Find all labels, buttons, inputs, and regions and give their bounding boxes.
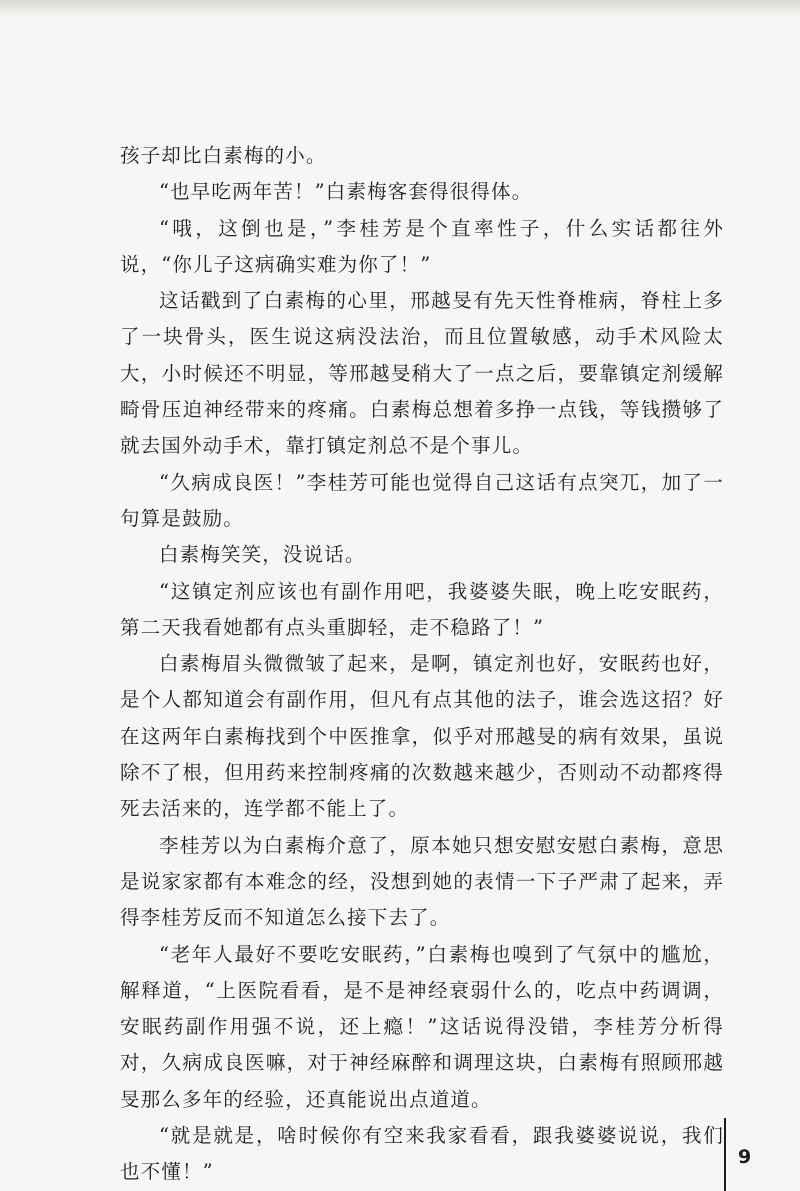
paragraph: “哦，这倒也是，”李桂芳是个直率性子，什么实话都往外说，“你儿子这病确实难为你了！” (120, 216, 724, 276)
paragraph: 这话戳到了白素梅的心里，邢越旻有先天性脊椎病，脊柱上多了一块骨头，医生说这病没法治，而且位置敏感，动手术风险太大，小时候还不明显，等邢越旻稍大了一点之后，要靠镇定剂缓解畸骨压迫神经带来的疼痛。白素梅总想着多挣一点钱，等钱攒够了就去国外动手术，靠打镇定剂总不是个事儿。 (120, 289, 724, 458)
paragraph: “就是就是，啥时候你有空来我家看看，跟我婆婆说说，我们也不懂！” (120, 1124, 724, 1184)
page-number: 9 (738, 1146, 752, 1168)
page-number-rule (724, 1118, 726, 1191)
paragraph: 李桂芳以为白素梅介意了，原本她只想安慰安慰白素梅，意思是说家家都有本难念的经，没想到她的表情一下子严肃了起来，弄得李桂芳反而不知道怎么接下去了。 (120, 833, 724, 930)
paragraph: “久病成良医！”李桂芳可能也觉得自己这话有点突兀，加了一句算是鼓励。 (120, 470, 724, 530)
paragraph-continuation: 孩子却比白素梅的小。 (120, 144, 327, 167)
paragraph: “这镇定剂应该也有副作用吧，我婆婆失眠，晚上吃安眠药，第二天我看她都有点头重脚轻，走不稳路了！” (120, 579, 724, 639)
paragraph: “老年人最好不要吃安眠药，”白素梅也嗅到了气氛中的尴尬，解释道，“上医院看看，是不是神经衰弱什么的，吃点中药调调，安眠药副作用强不说，还上瘾！”这话说得没错，李桂芳分析得对，久病成良医嘛，对于神经麻醉和调理这块，白素梅有照顾邢越旻那么多年的经验，还真能说出点道道。 (120, 942, 724, 1111)
body-text (120, 138, 724, 1191)
paragraph: “也早吃两年苦！”白素梅客套得很得体。 (159, 180, 533, 204)
paragraph: 白素梅眉头微微皱了起来，是啊，镇定剂也好，安眠药也好，是个人都知道会有副作用，但凡有点其他的法子，谁会选这招？好在这两年白素梅找到个中医推拿，似乎对邢越旻的病有效果，虽说除不了根，但用药来控制疼痛的次数越来越少，否则动不动都疼得死去活来的，连学都不能上了。 (120, 652, 724, 821)
paragraph: 白素梅笑笑，没说话。 (159, 543, 366, 567)
